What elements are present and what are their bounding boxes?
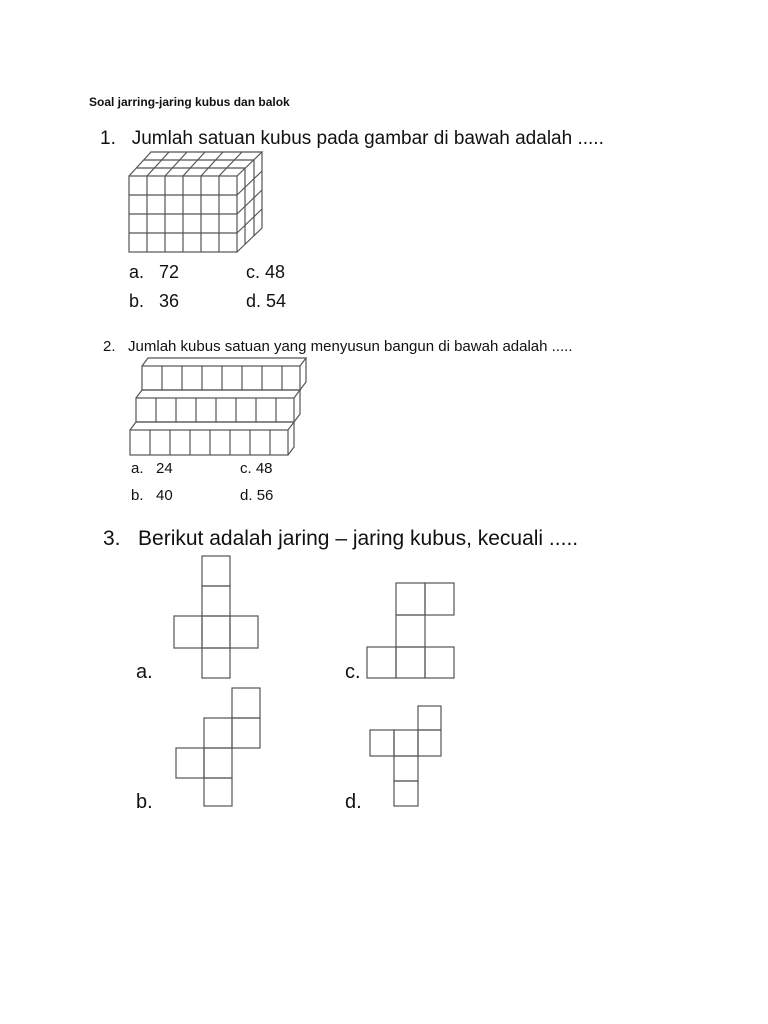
q1-option-d[interactable]: d. 54 (246, 291, 287, 311)
q1-option-c[interactable]: c. 48 (246, 262, 286, 282)
q2-option-b[interactable]: b. 40 (131, 487, 173, 504)
net-b (176, 688, 260, 806)
q3-option-b[interactable]: b. (136, 791, 153, 813)
net-c (367, 583, 454, 678)
q3-option-a[interactable]: a. (136, 661, 153, 683)
question-3-number: 3. (103, 527, 121, 550)
net-a (174, 556, 258, 678)
document-title: Soal jarring-jaring kubus dan balok (89, 95, 290, 109)
question-3-text: Berikut adalah jaring – jaring kubus, kecuali ..... (138, 527, 579, 550)
question-2-number: 2. (103, 338, 116, 355)
q1-option-a[interactable]: a. 72 (129, 262, 180, 282)
q2-option-d[interactable]: d. 56 (240, 487, 274, 504)
q1-option-b[interactable]: b. 36 (129, 291, 180, 311)
question-1-number: 1. (100, 128, 116, 149)
q2-option-a[interactable]: a. 24 (131, 460, 173, 477)
q3-option-d[interactable]: d. (345, 791, 362, 813)
question-1-text: Jumlah satuan kubus pada gambar di bawah adalah ..... (131, 128, 604, 149)
question-2-text: Jumlah kubus satuan yang menyusun bangun di bawah adalah ..... (128, 338, 573, 355)
net-d (370, 706, 441, 806)
q2-option-c[interactable]: c. 48 (240, 460, 273, 477)
q3-option-c[interactable]: c. (345, 661, 361, 683)
